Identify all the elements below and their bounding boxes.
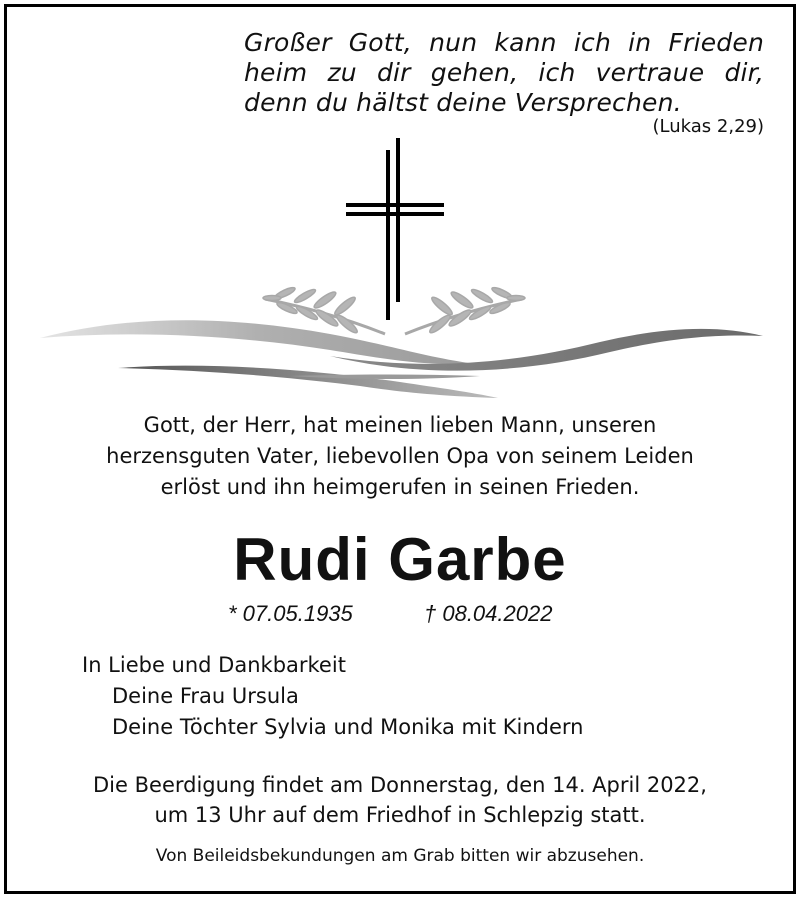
mourners-list [82, 650, 584, 743]
intro-line: erlöst und ihn heimgerufen in seinen Frieden. [160, 475, 640, 499]
intro-line: herzensguten Vater, liebevollen Opa von seinem Leiden [106, 444, 694, 468]
mourner-line: Deine Frau Ursula [112, 684, 299, 708]
palm-branch-icon [405, 286, 525, 335]
funeral-line: Die Beerdigung findet am Donnerstag, den 14. April 2022, [93, 773, 707, 797]
intro-line: Gott, der Herr, hat meinen lieben Mann, unseren [143, 413, 657, 437]
verse-reference: (Lukas 2,29) [652, 116, 764, 137]
verse-line: Großer Gott, nun kann ich in Frieden [244, 28, 764, 57]
deceased-name: Rudi Garbe [233, 526, 567, 593]
memorial-illustration [0, 0, 800, 400]
funeral-info [0, 770, 800, 830]
verse-line: denn du hältst deine Versprechen. [244, 88, 682, 117]
condolence-note: Von Beileidsbekundungen am Grab bitten wir abzusehen. [155, 846, 645, 866]
funeral-line: um 13 Uhr auf dem Friedhof in Schlepzig statt. [154, 803, 646, 827]
mourners-heading: In Liebe und Dankbarkeit [82, 653, 346, 677]
death-date: † 08.04.2022 [424, 601, 553, 626]
cross-icon [346, 138, 444, 320]
wave-swash-icon [40, 320, 763, 398]
mourner-line: Deine Töchter Sylvia und Monika mit Kindern [112, 715, 584, 739]
birth-date: * 07.05.1935 [228, 601, 353, 626]
verse-line: heim zu dir gehen, ich vertraue dir, [244, 58, 764, 87]
intro-text [0, 410, 800, 503]
